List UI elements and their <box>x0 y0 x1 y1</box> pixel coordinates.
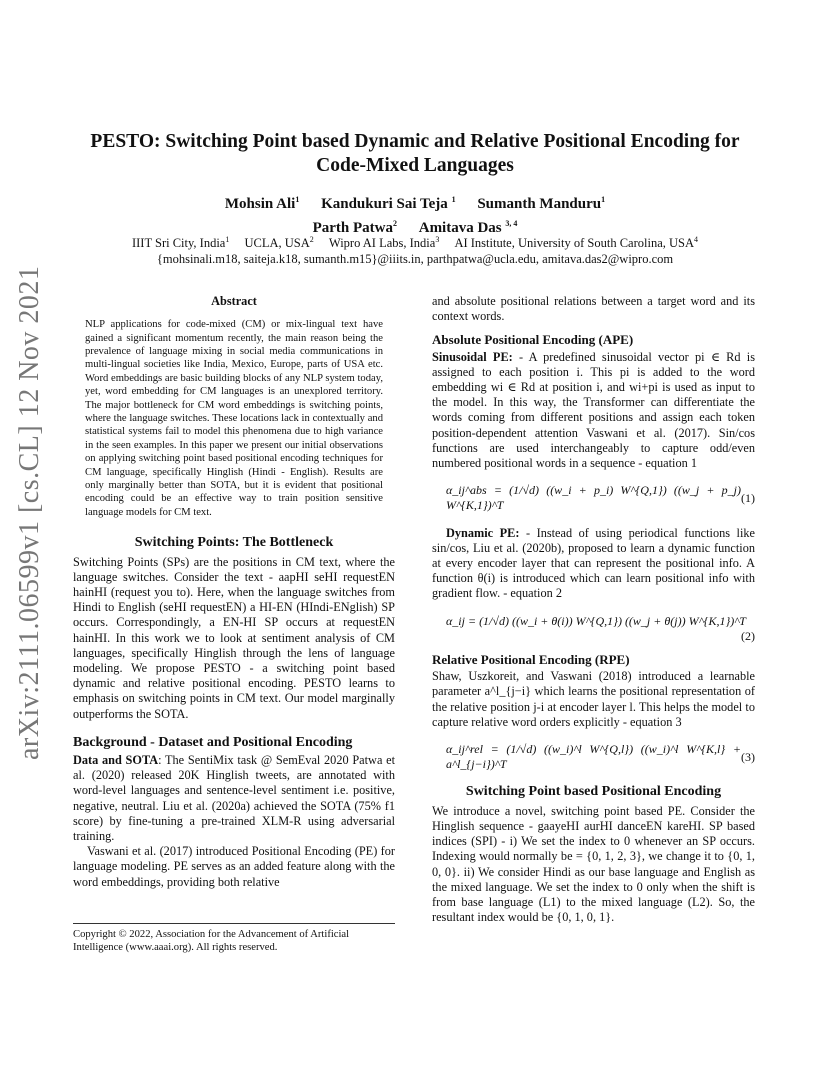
data-sota-lead: Data and SOTA <box>73 752 159 767</box>
affiliations <box>70 232 760 267</box>
equation-2-formula: α_ij = (1/√d) ((w_i + θ(i)) W^{Q,1}) ((w_j + θ(j)) W^{K,1})^T <box>446 613 746 628</box>
author: Kandukuri Sai Teja $^1$ <box>321 195 456 212</box>
affiliation: AI Institute, University of South Carolina, USA$^4$ <box>454 235 699 251</box>
author-list <box>70 190 760 238</box>
rpe-paragraph: Shaw, Uszkoreit, and Vaswani (2018) introduced a learnable parameter a^l_{j−i} which learns the positional representation of the relative position j-i at encoder layer l. This helps the model to capture relative word orders explicitly - equation 3 <box>432 669 755 729</box>
equation-3-number: (3) <box>741 749 755 764</box>
right-column <box>432 294 755 925</box>
section-heading-background: Background - Dataset and Positional Encoding <box>73 734 353 750</box>
section-heading-rpe: Relative Positional Encoding (RPE) <box>432 652 630 668</box>
sinusoidal-pe-paragraph: Sinusoidal PE: - A predefined sinusoidal vector pi ∈ Rd is assigned to each position i. This pi is added to the word embedding wi ∈ Rd at position i, and wi+pi is used as input to the model. In this way, the Transformer can differentiate the words coming from different positions and assign each token position-dependent attention Vaswani et al. (2017). Sin/cos functions are used interchangeably to capture odd/even numbered positional words in a sequence - equation 1 <box>432 349 755 471</box>
title-line-1: PESTO: Switching Point based Dynamic and Relative Positional Encoding for <box>90 131 740 152</box>
background-paragraph-1: Data and SOTA: The SentiMix task @ SemEval 2020 Patwa et al. (2020) released 20K Hinglish tweets, are annotated with word-level languages and sentence-level sentiment i.e. positive, negative, neutral. Liu et al. (2020a) achieved the SOTA (75% f1 score) by fine-tuning a pre-trained XLM-R using adversarial training. <box>73 752 395 843</box>
email-addresses: {mohsinali.m18, saiteja.k18, sumanth.m15}@iiits.in, parthpatwa@ucla.edu, amitava.das2@wipro.com <box>156 252 674 267</box>
equation-1-number: (1) <box>741 490 755 505</box>
background-paragraph-2: Vaswani et al. (2017) introduced Positional Encoding (PE) for language modeling. PE serves as an added feature along with the word embeddings, providing both relative <box>73 844 395 889</box>
equation-2 <box>432 614 755 644</box>
section-heading-ape: Absolute Positional Encoding (APE) <box>432 332 634 348</box>
equation-1-formula: α_ij^abs = (1/√d) ((w_i + p_i) W^{Q,1}) ((w_j + p_j) W^{K,1})^T <box>446 483 741 513</box>
abstract-heading: Abstract <box>211 294 257 308</box>
sppe-paragraph: We introduce a novel, switching point based PE. Consider the Hinglish sequence - gaayeHI aurHI danceEN kareHI. SP based indices (SPI) - i) We set the index to 0 whenever an SP occurs. Indexing would normally be = {0, 1, 2, 3}, we change it to {0, 1, 0, 0}. ii) We consider Hindi as our base language and English as the mixed language. We set the index to 0 only when the shift is from base language (L1) to the mixed language (L2). So, the resultant index would be {0, 1, 0, 1}. <box>432 803 755 925</box>
equation-2-number: (2) <box>741 628 755 643</box>
abstract-text: NLP applications for code-mixed (CM) or mix-lingual text have gained a significant momentum recently, the main reason being the prevalence of language mixing in social media communications in multi-lingual societies like India, Mexico, Europe, parts of USA etc. Word embeddings are basic building blocks of any NLP system today, yet, word embedding for CM languages is an unexplored territory. The major bottleneck for CM word embeddings is switching points, where the language switches. These locations lack in contextually and statistical systems fail to model this phenomena due to high variance in the seen examples. In this paper we present our initial observations on applying switching point based positional encoding techniques for CM language, specifically Hinglish (Hindi - English). Results are only marginally better than SOTA, but it is evident that positional encoding could be an effective way to train position sensitive language models for CM text. <box>85 319 383 518</box>
dynamic-pe-lead: Dynamic PE: <box>446 525 520 540</box>
equation-1 <box>432 483 755 513</box>
author: Amitava Das $^{3, 4}$ <box>418 219 518 236</box>
equation-3-formula: α_ij^rel = (1/√d) ((w_i)^l W^{Q,l}) ((w_i)^l W^{K,l} + a^l_{j−i})^T <box>446 742 741 772</box>
switching-points-paragraph: Switching Points (SPs) are the positions in CM text, where the language switches. Consider the text - aapHI seHI requestEN hainHI (request you to). Here, when the language switches from Hindi to English (seHI requestEN) a HI-EN (HIndi-ENglish) SP occurs. Correspondingly, a EN-HI SP occurs at requestEN hainHI. In this work we to look at sentiment analysis of CM languages, specifically Hinglish through the lens of language modeling. We propose PESTO - a switching point based dynamic and relative positional encoding. PESTO learns to emphasis on switching points in CM text. Our model marginally outperforms the SOTA. <box>73 554 395 721</box>
author: Sumanth Manduru$^1$ <box>477 195 606 212</box>
affiliation: UCLA, USA$^2$ <box>244 235 314 251</box>
left-column <box>73 294 395 890</box>
author: Mohsin Ali$^1$ <box>224 195 300 212</box>
copyright-footnote: Copyright © 2022, Association for the Advancement of Artificial Intelligence (www.aaai.org). All rights reserved. <box>73 923 395 954</box>
right-intro-paragraph: and absolute positional relations between a target word and its context words. <box>432 294 755 324</box>
author: Parth Patwa$^2$ <box>312 219 397 236</box>
title-line-2: Code-Mixed Languages <box>316 155 514 176</box>
equation-3 <box>432 742 755 772</box>
arxiv-stamp: arXiv:2111.06599v1 [cs.CL] 12 Nov 2021 <box>14 265 45 760</box>
paper-title <box>70 130 760 178</box>
section-heading-sppe: Switching Point based Positional Encoding <box>465 784 722 800</box>
sinusoidal-pe-lead: Sinusoidal PE: <box>432 349 513 364</box>
affiliation: IIIT Sri City, India$^1$ <box>131 235 230 251</box>
dynamic-pe-paragraph: Dynamic PE: - Instead of using periodical functions like sin/cos, Liu et al. (2020b), proposed to learn a dynamic function at every encoder layer that can represent the positional info. A function θ(i) is introduced which can learn positional info with gradient flow. - equation 2 <box>432 525 755 601</box>
affiliation: Wipro AI Labs, India$^3$ <box>328 235 440 251</box>
section-heading-switching-points: Switching Points: The Bottleneck <box>134 535 334 551</box>
